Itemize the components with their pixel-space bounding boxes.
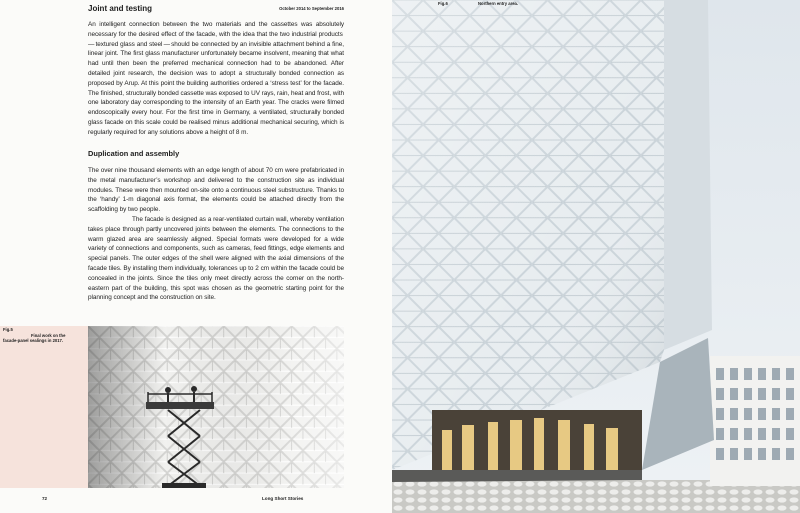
- paragraph: The facade is designed as a rear-ventilated curtain wall, whereby ventilation takes place through partly uncovered joints between the elements. The connections to the warm glazed area are seamlessly aligned. Special formats were developed for a wide variety of connections and components, such as cameras, feed fittings, edge elements and special panels. The outer edges of the shell were aligned with the axial dimensions of the facade tiles. By installing them individually, tolerances up to 2 cm within the facade could be concealed in the joints. Since the tiles only meet directly across the corner on the north-eastern part of the building, this spot was chosen as the geometric starting point for the planning concept and the construction on site.: [88, 215, 344, 302]
- caption-panel: [0, 326, 88, 488]
- paragraph: An intelligent connection between the two materials and the cassettes was absolutely necessary for the desired effect of the facade, with the idea that the two industrial products — textured glass and steel — should be connected by an invisible attachment behind a fine, linear joint. The first glass manufacturer unfortunately became insolvent, meaning that what had until then been the preferred mechanical connection had to be abandoned. After detailed joint research, the decision was to adopt a structurally bonded connection as proposed by Arup. At this point the building authorities ordered a ‘stress test’ for the facade. The finished, structurally bonded cassette was exposed to UV rays, rain, heat and frost, with one laboratory day corresponding to the intensity of an Earth year. The cracks were filmed endoscopically every hour. For the first time in Germany, a ventilated, structurally bonded glass facade on this scale could be realised minus additional mechanical securing, which is regularly required for any solutions above a height of 8 m.: [88, 21, 344, 136]
- date-range: October 2014 to September 2016: [279, 6, 344, 11]
- figure-caption: [3, 333, 83, 344]
- subheading: Duplication and assembly: [88, 149, 180, 158]
- publication-title: Long Short Stories: [262, 496, 304, 501]
- page-number: 72: [42, 496, 48, 501]
- background-building: [710, 356, 800, 486]
- northern-entry-photo: [392, 0, 800, 513]
- figure-caption: Northern entry area.: [478, 1, 519, 6]
- figure-label: Fig.6: [438, 1, 448, 6]
- facade-sealing-photo: [88, 326, 344, 488]
- figure-caption-line: Final work on the: [31, 333, 66, 338]
- left-page: [0, 0, 392, 513]
- figure-caption-line: facade-panel sealings in 2017.: [3, 338, 64, 344]
- section-title: Joint and testing: [88, 4, 152, 13]
- body-text-joint-testing: [88, 20, 344, 138]
- paragraph: The over nine thousand elements with an edge length of about 70 cm were prefabricated in the metal manufacturer’s workshop and delivered to the construction site as individual modules. These were then mounted on-site onto a continuous steel substructure. Thanks to the ‘handy’ 1-m diagonal axis format, the elements could be attached directly from the scaffolding by two people.: [88, 167, 344, 214]
- facade-side: [664, 0, 712, 350]
- figure-label: Fig.5: [3, 327, 13, 332]
- body-text-duplication: [88, 166, 344, 303]
- right-page: [392, 0, 800, 513]
